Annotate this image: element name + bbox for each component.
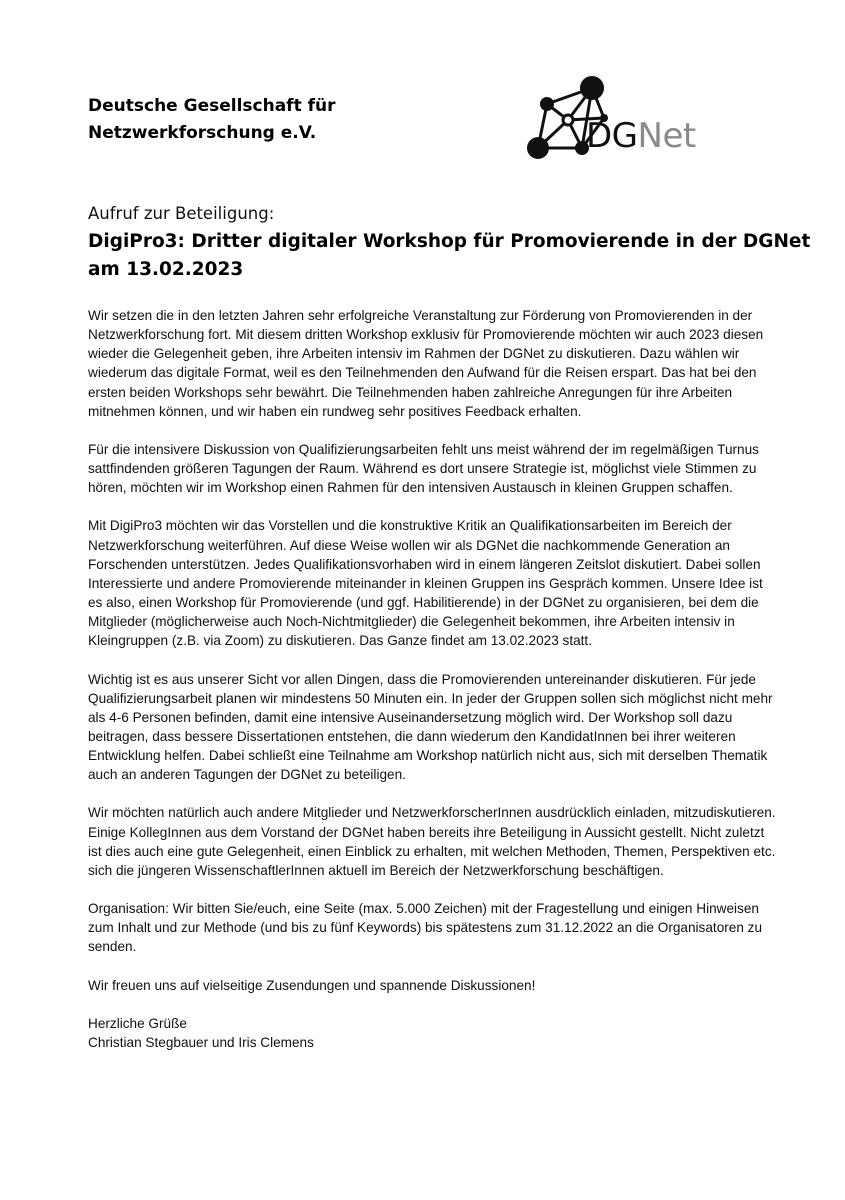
organization-name-line2: Netzwerkforschung e.V.	[88, 123, 317, 143]
signatories: Christian Stegbauer und Iris Clemens	[88, 1034, 314, 1050]
paragraph-discussion: Für die intensivere Diskussion von Qualifizierungsarbeiten fehlt uns meist während der im regelmäßigen Turnus sattfindenden größeren Tagungen der Raum. Während es dort unsere Strategie ist, möglichst viele Stimmen zu hören, möchten wir im Workshop einen Rahmen für den intensiven Austausch in kleinen Gruppen schaffen.	[88, 441, 759, 496]
paragraph-invitation: Wir möchten natürlich auch andere Mitglieder und NetzwerkforscherInnen ausdrücklich einladen, mitzudiskutieren. Einige KollegInnen aus dem Vorstand der DGNet haben bereits ihre Beteiligung in Aussicht gestellt. Nicht zuletzt ist dies auch eine gute Gelegenheit, einen Einblick zu erhalten, mit welchen Methoden, Themen, Perspektiven etc. sich die jüngeren WissenschaftlerInnen aktuell im Bereich der Netzwerkforschung beschäftigen.	[88, 805, 776, 878]
logo-text-net: Net	[637, 116, 696, 156]
organization-name-line1: Deutsche Gesellschaft für	[88, 96, 336, 116]
paragraph-organisation: Organisation: Wir bitten Sie/euch, eine Seite (max. 5.000 Zeichen) mit der Fragestellung und einigen Hinweisen zum Inhalt und zur Methode (und bis zu fünf Keywords) bis spätestens zum 31.12.2022 an die Organisatoren zu senden.	[88, 901, 763, 955]
organization-name	[88, 93, 418, 147]
body-text	[88, 306, 778, 1052]
logo-text-dg: DG	[586, 116, 638, 156]
dgnet-logo	[520, 74, 735, 164]
paragraph-intro: Wir setzen die in den letzten Jahren sehr erfolgreiche Veranstaltung zur Förderung von Promovierenden in der Netzwerkforschung fort. Mit diesem dritten Workshop exklusiv für Promovierende möchten wir auch 2023 diesen wieder die Gelegenheit geben, ihre Arbeiten intensiv im Rahmen der DGNet zu diskutieren. Dazu wählen wir wiederum das digitale Format, weil es den Teilnehmenden den Aufwand für die Reisen erspart. Das hat bei den ersten beiden Workshops sehr bewährt. Die Teilnehmenden haben zahlreiche Anregungen für ihre Arbeiten mitnehmen können, und wir haben ein rundweg sehr positives Feedback erhalten.	[88, 308, 764, 419]
title-line2: am 13.02.2023	[88, 259, 244, 280]
paragraph-importance: Wichtig ist es aus unserer Sicht vor allen Dingen, dass die Promovierenden untereinander diskutieren. Für jede Qualifizierungsarbeit planen wir mindestens 50 Minuten ein. In jeder der Gruppen sollen sich möglichst nicht mehr als 4-6 Personen befinden, damit eine intensive Auseinandersetzung möglich wird. Der Workshop soll dazu beitragen, dass bessere Dissertationen entstehen, die dann wiederum den KandidatInnen bei ihrer weiteren Entwicklung helfen. Dabei schließt eine Teilnahme am Workshop natürlich nicht aus, sich mit derselben Thematik auch an anderen Tagungen der DGNet zu beteiligen.	[88, 671, 773, 783]
page-title	[88, 228, 811, 284]
paragraph-digipro3: Mit DigiPro3 möchten wir das Vorstellen und die konstruktive Kritik an Qualifikationsarbeiten im Bereich der Netzwerkforschung weiterführen. Auf diese Weise wollen wir als DGNet die nachkommende Generation an Forschenden unterstützen. Jedes Qualifikationsvorhaben wird in einem längeren Zeitslot diskutiert. Dabei sollen Interessierte und andere Promovierende miteinander in kleinen Gruppen ins Gespräch kommen. Unsere Idee ist es also, einen Workshop für Promovierende (und ggf. Habilitierende) in der DGNet zu organisieren, bei dem die Mitglieder (möglicherweise auch Noch-Nichtmitglieder) die Gelegenheit bekommen, ihre Arbeiten intensiv in Kleingruppen (z.B. via Zoom) zu diskutieren. Das Ganze findet am 13.02.2023 statt.	[88, 518, 763, 649]
paragraph-closing-wish: Wir freuen uns auf vielseitige Zusendungen und spannende Diskussionen!	[88, 977, 536, 993]
call-label: Aufruf zur Beteiligung:	[88, 204, 275, 223]
logo-wordmark	[586, 116, 696, 156]
greeting: Herzliche Grüße	[88, 1015, 187, 1031]
signature-block	[88, 1014, 778, 1052]
title-line1: DigiPro3: Dritter digitaler Workshop für Promovierende in der DGNet	[88, 231, 811, 252]
